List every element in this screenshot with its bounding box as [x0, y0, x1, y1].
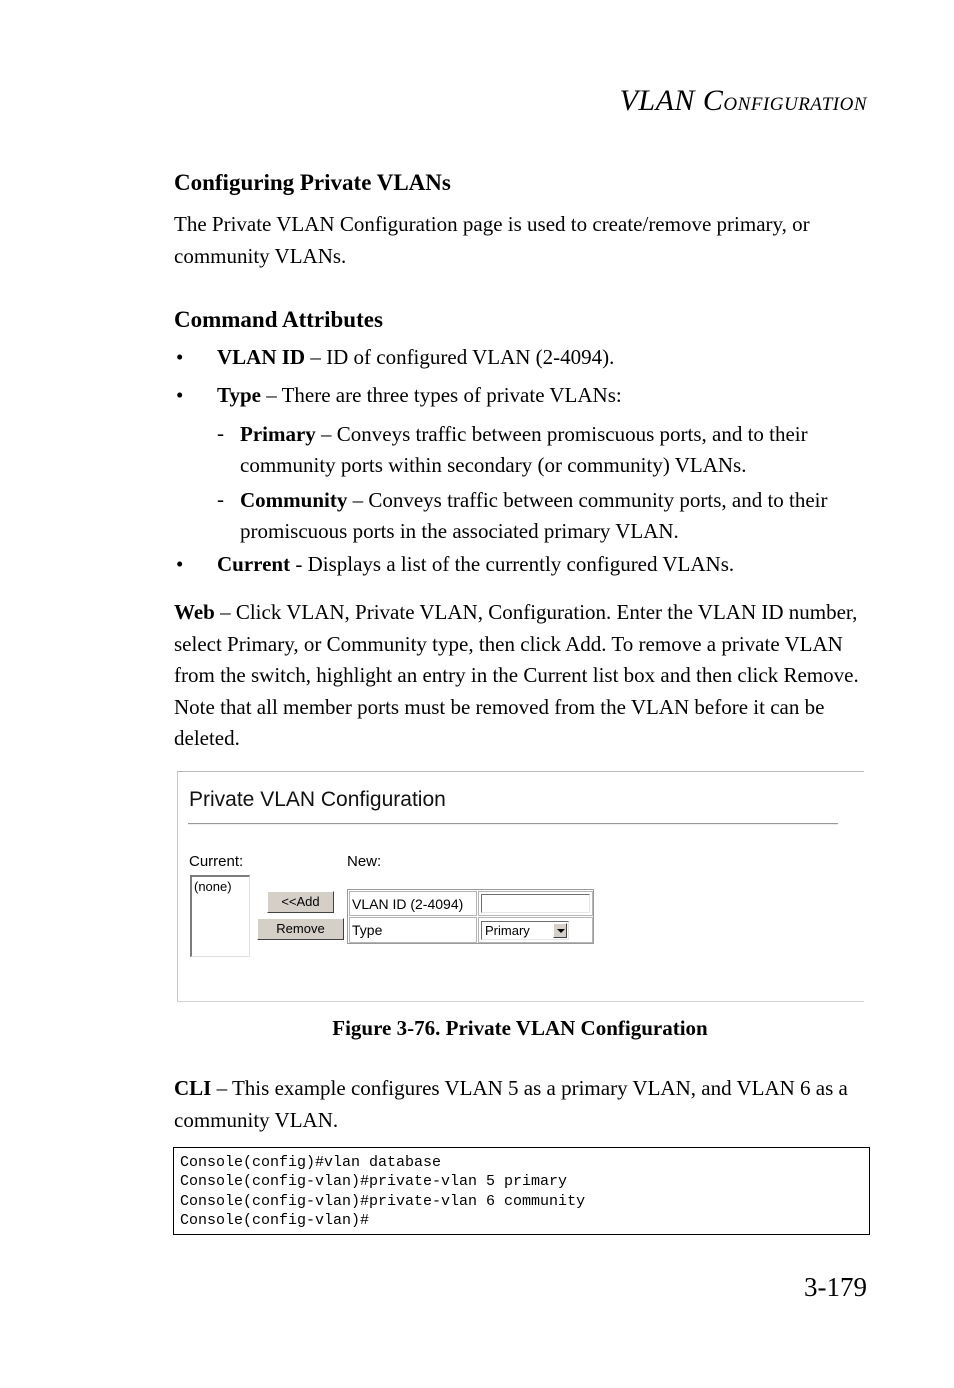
code-line: Console(config-vlan)#private-vlan 5 primary: [180, 1173, 568, 1191]
bullet-current: [217, 552, 734, 577]
bullet-desc: – There are three types of private VLANs:: [260, 383, 622, 407]
remove-button[interactable]: Remove: [257, 918, 344, 940]
chevron-down-icon[interactable]: [553, 923, 567, 938]
sub-bullet-desc: – Conveys traffic between promiscuous ports, and to their community ports within secondary (or community) VLANs.: [240, 422, 808, 477]
new-label: New:: [347, 853, 382, 870]
vlan-id-label: VLAN ID (2-4094): [349, 891, 477, 916]
code-line: Console(config-vlan)#: [180, 1211, 370, 1229]
current-label: Current:: [189, 853, 244, 870]
type-select[interactable]: [481, 921, 569, 940]
list-item[interactable]: (none): [194, 879, 232, 894]
bullet-dot: •: [176, 383, 184, 407]
bullet-dot: •: [176, 345, 184, 369]
add-button[interactable]: <<Add: [267, 891, 334, 913]
type-selected-value: Primary: [485, 923, 530, 938]
sub-bullet-term: Primary: [240, 422, 316, 446]
bullet-term: Current: [217, 552, 291, 576]
running-head-initial: VLAN C: [619, 84, 724, 117]
sub-bullet-primary: [240, 419, 880, 481]
sub-bullet-dash: -: [217, 421, 224, 445]
vlan-id-input[interactable]: [481, 894, 590, 913]
vlan-id-cell: [478, 891, 593, 916]
code-block: [173, 1147, 870, 1235]
cli-term: CLI: [174, 1076, 212, 1100]
type-cell: [478, 917, 593, 943]
sub-bullet-desc: – Conveys traffic between community ports, and to their promiscuous ports in the associated primary VLAN.: [240, 488, 828, 543]
figure-title: Private VLAN Configuration: [189, 788, 446, 811]
sub-bullet-term: Community: [240, 488, 348, 512]
code-line: Console(config)#vlan database: [180, 1154, 442, 1171]
web-desc: – Click VLAN, Private VLAN, Configuration. Enter the VLAN ID number, select Primary, or Community type, then click Add. To remove a private VLAN from the switch, highlight an entry in the Current list box and then click Remove. Note that all member ports must be removed from the VLAN before it can be deleted.: [174, 600, 859, 750]
new-vlan-form: [347, 889, 594, 944]
running-head: [620, 84, 867, 118]
bullet-dot: •: [176, 552, 184, 576]
running-head-rest: ONFIGURATION: [723, 94, 867, 115]
intro-paragraph: The Private VLAN Configuration page is used to create/remove primary, or community VLANs.: [174, 212, 810, 268]
figure-screenshot: [177, 771, 864, 1002]
web-paragraph: [174, 597, 874, 755]
bullet-vlan-id: [217, 345, 614, 370]
figure-divider: [188, 823, 838, 825]
attributes-heading: Command Attributes: [174, 307, 383, 332]
bullet-desc: - Displays a list of the currently configured VLANs.: [290, 552, 735, 576]
code-line: Console(config-vlan)#private-vlan 6 community: [180, 1192, 586, 1210]
current-vlan-listbox[interactable]: [190, 875, 250, 957]
bullet-desc: – ID of configured VLAN (2-4094).: [305, 345, 615, 369]
bullet-term: VLAN ID: [217, 345, 306, 369]
type-label: Type: [349, 917, 477, 943]
figure-caption: Figure 3-76. Private VLAN Configuration: [332, 1016, 708, 1040]
bullet-type: [217, 383, 622, 408]
bullet-term: Type: [217, 383, 261, 407]
web-term: Web: [174, 600, 215, 624]
section-title: Configuring Private VLANs: [174, 170, 451, 195]
cli-desc: – This example configures VLAN 5 as a primary VLAN, and VLAN 6 as a community VLAN.: [174, 1076, 848, 1132]
page-number: 3-179: [804, 1272, 867, 1302]
sub-bullet-dash: -: [217, 487, 224, 511]
cli-paragraph: [174, 1073, 874, 1136]
sub-bullet-community: [240, 485, 880, 547]
